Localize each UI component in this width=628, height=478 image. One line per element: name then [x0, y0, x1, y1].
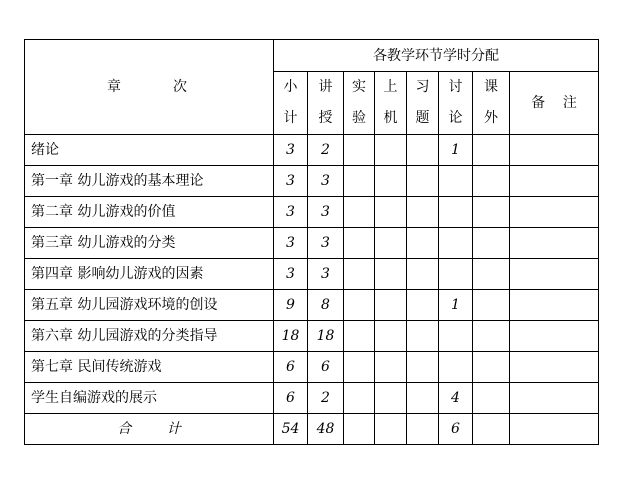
- hours-subtotal: 3: [274, 166, 308, 197]
- hours-subtotal: 6: [274, 383, 308, 414]
- total-discussion: 6: [439, 414, 473, 445]
- hours-lecture: 8: [308, 290, 344, 321]
- hours-computer: [375, 228, 407, 259]
- total-extracurricular: [473, 414, 510, 445]
- hours-exercise: [407, 290, 439, 321]
- hours-discussion: [439, 321, 473, 352]
- hours-subtotal: 3: [274, 228, 308, 259]
- subheader-char: 计: [283, 110, 298, 126]
- hours-exercise: [407, 228, 439, 259]
- hours-lecture: 3: [308, 166, 344, 197]
- table-row: [25, 228, 599, 259]
- subheader-computer: [375, 72, 407, 135]
- chapter-title: 第六章 幼儿园游戏的分类指导: [25, 321, 274, 352]
- hours-subtotal: 9: [274, 290, 308, 321]
- allocation-group-header: 各教学环节学时分配: [274, 40, 599, 72]
- chapter-header-char1: 章: [107, 79, 121, 95]
- hours-experiment: [344, 290, 375, 321]
- subheader-experiment: [344, 72, 375, 135]
- total-label-char1: 合: [117, 421, 132, 437]
- hours-experiment: [344, 166, 375, 197]
- course-hours-table: [24, 39, 599, 445]
- total-exercise: [407, 414, 439, 445]
- chapter-title: 第七章 民间传统游戏: [25, 352, 274, 383]
- hours-discussion: 1: [439, 135, 473, 166]
- table-row: [25, 352, 599, 383]
- notes-header-char2: 注: [562, 95, 577, 111]
- hours-experiment: [344, 259, 375, 290]
- table-row: [25, 290, 599, 321]
- hours-exercise: [407, 259, 439, 290]
- hours-exercise: [407, 166, 439, 197]
- hours-discussion: 4: [439, 383, 473, 414]
- hours-computer: [375, 383, 407, 414]
- subheader-lecture: [308, 72, 344, 135]
- subheader-char: 实: [352, 79, 366, 95]
- hours-exercise: [407, 135, 439, 166]
- subheader-subtotal: [274, 72, 308, 135]
- subheader-extracurricular: [473, 72, 510, 135]
- subheader-char: 习: [415, 79, 430, 95]
- note-cell: [510, 321, 599, 352]
- hours-extracurricular: [473, 352, 510, 383]
- hours-computer: [375, 321, 407, 352]
- total-label: [25, 414, 274, 445]
- subheader-char: 讨: [448, 79, 463, 95]
- hours-lecture: 2: [308, 135, 344, 166]
- chapter-header-char2: 次: [173, 79, 187, 95]
- hours-exercise: [407, 352, 439, 383]
- note-cell: [510, 197, 599, 228]
- hours-subtotal: 3: [274, 197, 308, 228]
- hours-lecture: 2: [308, 383, 344, 414]
- hours-lecture: 6: [308, 352, 344, 383]
- hours-computer: [375, 166, 407, 197]
- total-computer: [375, 414, 407, 445]
- hours-extracurricular: [473, 166, 510, 197]
- hours-computer: [375, 352, 407, 383]
- hours-exercise: [407, 197, 439, 228]
- total-label-char2: 计: [166, 421, 181, 437]
- hours-extracurricular: [473, 259, 510, 290]
- hours-discussion: [439, 228, 473, 259]
- hours-experiment: [344, 135, 375, 166]
- hours-computer: [375, 259, 407, 290]
- hours-extracurricular: [473, 321, 510, 352]
- hours-discussion: [439, 259, 473, 290]
- subheader-char: 授: [318, 110, 333, 126]
- note-cell: [510, 290, 599, 321]
- table-row: [25, 383, 599, 414]
- chapter-title: 第三章 幼儿游戏的分类: [25, 228, 274, 259]
- total-subtotal: 54: [274, 414, 308, 445]
- total-row: [25, 414, 599, 445]
- hours-lecture: 18: [308, 321, 344, 352]
- chapter-title: 第五章 幼儿园游戏环境的创设: [25, 290, 274, 321]
- note-cell: [510, 383, 599, 414]
- hours-computer: [375, 197, 407, 228]
- hours-discussion: 1: [439, 290, 473, 321]
- hours-extracurricular: [473, 197, 510, 228]
- subheader-char: 课: [484, 79, 498, 95]
- hours-extracurricular: [473, 290, 510, 321]
- subheader-char: 机: [383, 110, 398, 126]
- hours-extracurricular: [473, 228, 510, 259]
- subheader-char: 验: [352, 110, 366, 126]
- notes-column-header: [510, 72, 599, 135]
- table-row: [25, 321, 599, 352]
- chapter-title: 第四章 影响幼儿游戏的因素: [25, 259, 274, 290]
- table-row: [25, 259, 599, 290]
- subheader-char: 小: [283, 79, 298, 95]
- hours-computer: [375, 290, 407, 321]
- hours-experiment: [344, 321, 375, 352]
- hours-subtotal: 3: [274, 135, 308, 166]
- note-cell: [510, 352, 599, 383]
- hours-lecture: 3: [308, 259, 344, 290]
- table-row: [25, 135, 599, 166]
- hours-discussion: [439, 166, 473, 197]
- subheader-char: 上: [383, 79, 398, 95]
- note-cell: [510, 135, 599, 166]
- hours-discussion: [439, 352, 473, 383]
- hours-experiment: [344, 197, 375, 228]
- subheader-char: 题: [415, 110, 430, 126]
- hours-subtotal: 18: [274, 321, 308, 352]
- note-cell: [510, 228, 599, 259]
- hours-exercise: [407, 321, 439, 352]
- subheader-char: 讲: [318, 79, 333, 95]
- hours-lecture: 3: [308, 197, 344, 228]
- hours-exercise: [407, 383, 439, 414]
- hours-discussion: [439, 197, 473, 228]
- hours-experiment: [344, 352, 375, 383]
- hours-experiment: [344, 228, 375, 259]
- chapter-title: 第二章 幼儿游戏的价值: [25, 197, 274, 228]
- chapter-title: 学生自编游戏的展示: [25, 383, 274, 414]
- notes-header-char1: 备: [531, 95, 546, 111]
- total-note-cell: [510, 414, 599, 445]
- hours-extracurricular: [473, 383, 510, 414]
- note-cell: [510, 166, 599, 197]
- table-row: [25, 166, 599, 197]
- hours-extracurricular: [473, 135, 510, 166]
- hours-experiment: [344, 383, 375, 414]
- total-experiment: [344, 414, 375, 445]
- subheader-exercise: [407, 72, 439, 135]
- subheader-discussion: [439, 72, 473, 135]
- subheader-char: 外: [484, 110, 498, 126]
- total-lecture: 48: [308, 414, 344, 445]
- hours-subtotal: 3: [274, 259, 308, 290]
- chapter-title: 绪论: [25, 135, 274, 166]
- hours-subtotal: 6: [274, 352, 308, 383]
- subheader-char: 论: [448, 110, 463, 126]
- hours-computer: [375, 135, 407, 166]
- chapter-title: 第一章 幼儿游戏的基本理论: [25, 166, 274, 197]
- hours-lecture: 3: [308, 228, 344, 259]
- note-cell: [510, 259, 599, 290]
- table-row: [25, 197, 599, 228]
- chapter-column-header: [25, 40, 274, 135]
